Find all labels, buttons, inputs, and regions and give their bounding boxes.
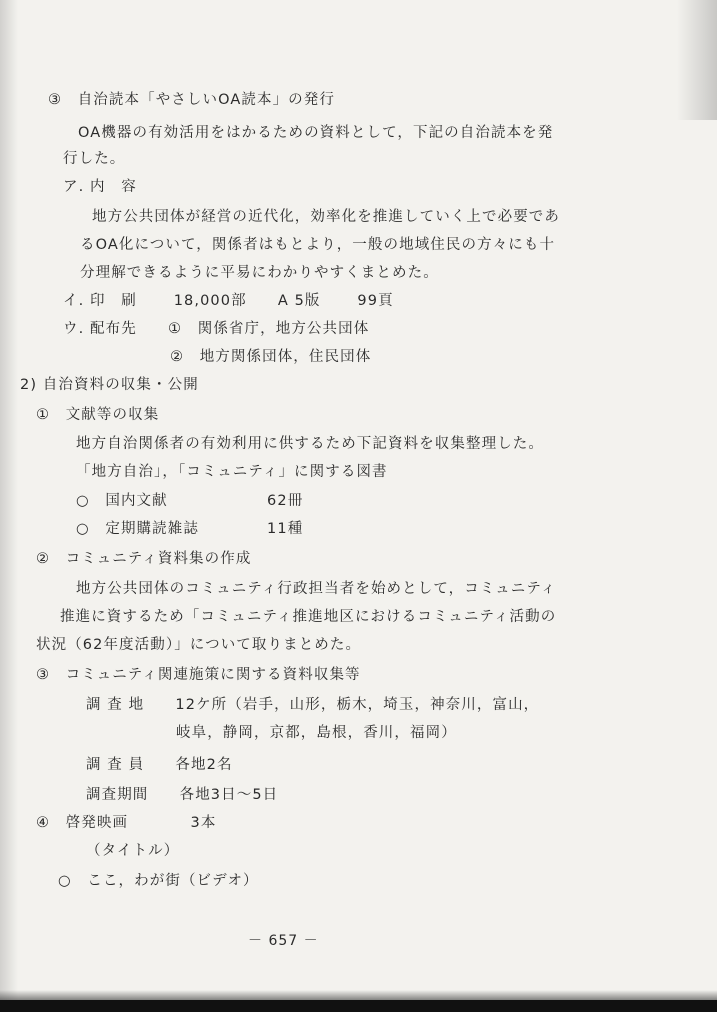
distribution-line: ウ. 配布先 ① 関係省庁，地方公共団体 [63,321,370,337]
paragraph-line: 「地方自治」，「コミュニティ」に関する図書 [76,464,388,480]
paragraph-line: 地方公共団体のコミュニティ行政担当者を始めとして，コミュニティ [76,581,557,597]
paragraph-line: 行した。 [63,151,126,167]
paragraph-line: るOA化について，関係者はもとより，一般の地域住民の方々にも十 [80,237,556,253]
scan-bottom-edge [0,1000,717,1012]
section-2-heading: 2) 自治資料の収集・公開 [20,377,199,393]
scan-edge-shadow [0,0,18,1012]
subsection-heading: ④ 啓発映画 3本 [36,815,217,831]
paragraph-line: OA機器の有効活用をはかるための資料として，下記の自治読本を発 [78,125,554,141]
paragraph-line: 地方自治関係者の有効利用に供するため下記資料を収集整理した。 [76,436,544,452]
paragraph-line: 推進に資するため「コミュニティ推進地区におけるコミュニティ活動の [60,609,557,625]
survey-location: 岐阜，静岡，京都，島根，香川，福岡） [176,725,457,741]
section-3-heading: ③ 自治読本「やさしいOA読本」の発行 [48,92,335,108]
list-item: ○ 定期購読雑誌 11種 [76,521,304,537]
scan-corner-shadow [677,0,717,120]
survey-staff: 調 査 員 各地2名 [86,757,233,773]
scan-bottom-shadow [0,990,717,1000]
item-a-heading: ア. 内 容 [63,179,137,195]
distribution-line: ② 地方関係団体，住民団体 [170,349,372,365]
page-number: － 657 － [248,933,319,949]
paragraph-line: 分理解できるように平易にわかりやすくまとめた。 [80,265,439,281]
list-item: ○ 国内文献 62冊 [76,493,304,509]
print-info-line: イ. 印 刷 18,000部 A 5版 99頁 [63,293,394,309]
title-label: （タイトル） [86,843,180,859]
paragraph-line: 状況（62年度活動）」について取りまとめた。 [36,637,362,653]
survey-location: 調 査 地 12ケ所（岩手，山形，栃木，埼玉，神奈川，富山， [86,697,540,713]
subsection-heading: ③ コミュニティ関連施策に関する資料収集等 [36,667,361,683]
subsection-heading: ① 文献等の収集 [36,407,160,423]
survey-period: 調査期間 各地3日～5日 [86,787,279,803]
subsection-heading: ② コミュニティ資料集の作成 [36,551,252,567]
paragraph-line: 地方公共団体が経営の近代化，効率化を推進していく上で必要であ [92,209,560,225]
list-item: ○ ここ，わが街（ビデオ） [58,873,259,889]
